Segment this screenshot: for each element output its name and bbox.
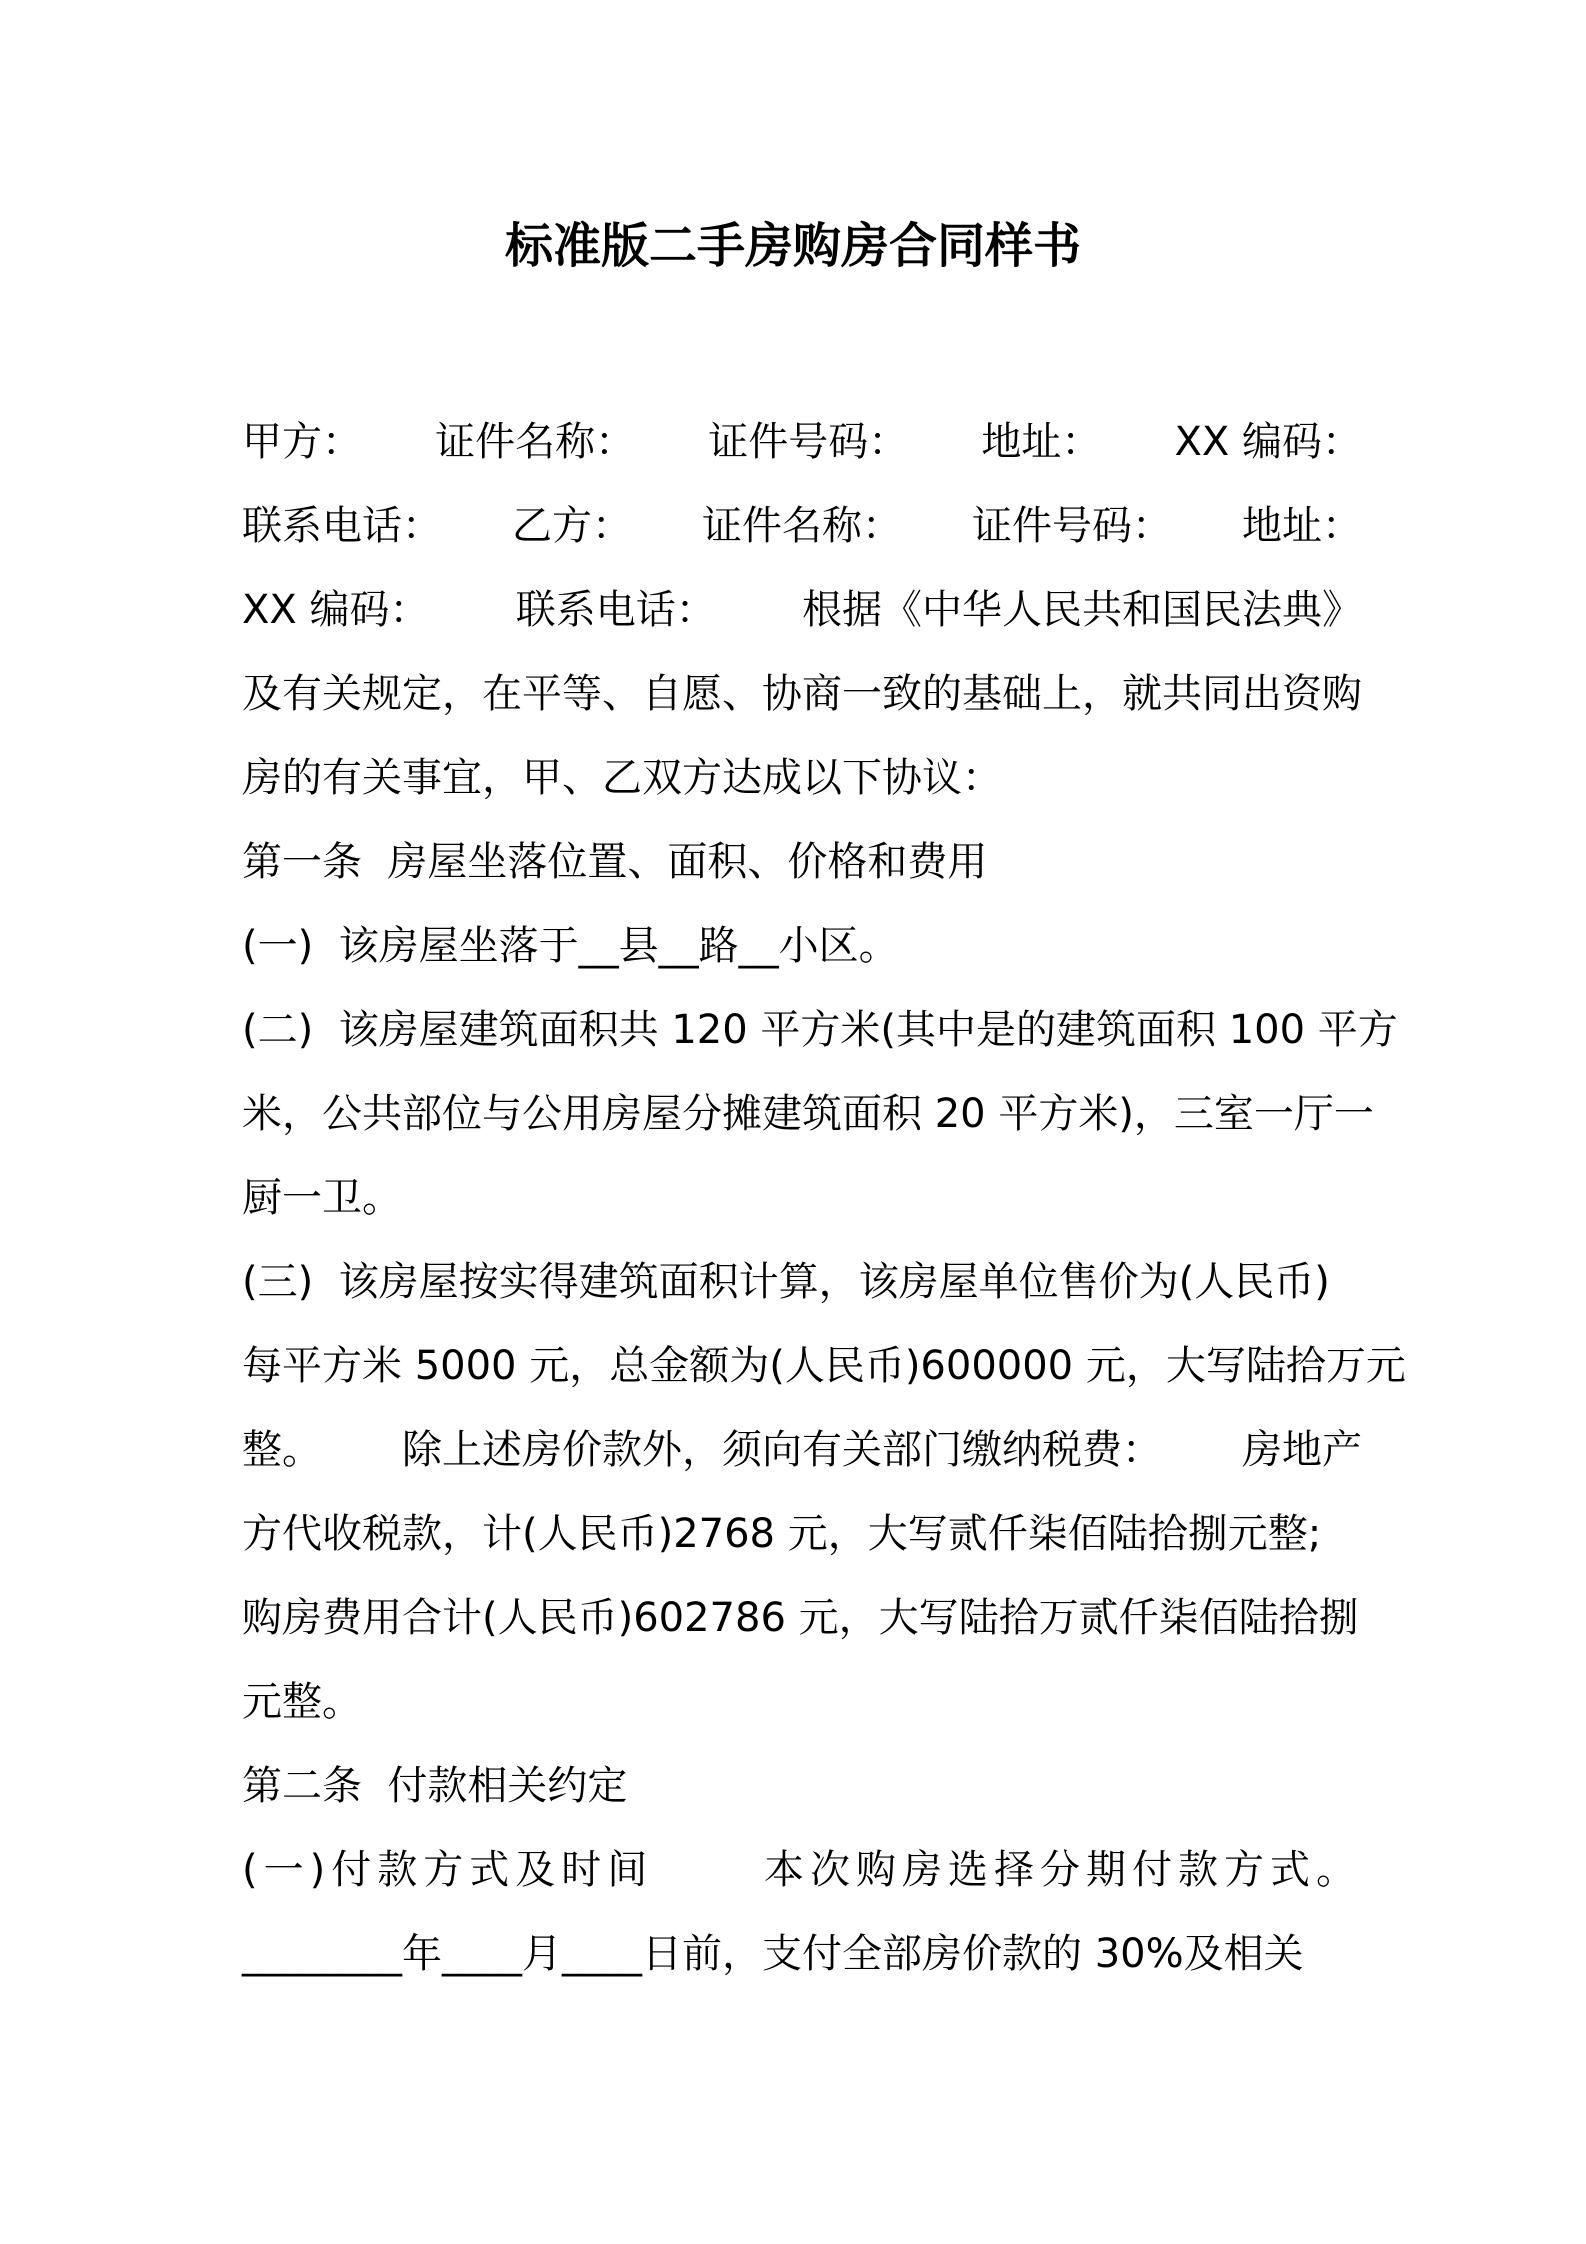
article-two-heading	[242, 1744, 1362, 1828]
party-a-label: 甲方：	[242, 419, 362, 465]
article-one-heading	[242, 820, 1362, 904]
clause-line	[242, 1660, 1362, 1744]
id-type-label: 证件名称：	[435, 419, 636, 465]
paragraph-text: 房的有关事宜，甲、乙双方达成以下协议：	[242, 755, 1002, 801]
postal-code-label: XX 编码：	[242, 587, 430, 633]
party-b-contact-line	[242, 568, 1362, 652]
clause-line	[242, 1240, 1362, 1324]
clause-line	[242, 1072, 1374, 1156]
id-type-label: 证件名称：	[702, 503, 902, 549]
phone-label: 联系电话：	[242, 503, 442, 549]
clause-text: 厨一卫。	[242, 1175, 402, 1221]
article-heading-text: 第二条 付款相关约定	[242, 1763, 628, 1809]
clause-text: (二) 该房屋建筑面积共 120 平方米(其中是的建筑面积 100 平方	[242, 1007, 1398, 1053]
party-a-info-line	[242, 400, 1362, 484]
clause-text: 房地产	[1242, 1427, 1362, 1473]
clause-text: 购房费用合计(人民币)602786 元，大写陆拾万贰仟柒佰陆拾捌	[242, 1595, 1359, 1641]
clause-line	[242, 904, 1362, 988]
clause-text: ________年____月____日前，支付全部房价款的 30%及相关	[242, 1931, 1304, 1977]
clause-text: 元整。	[242, 1679, 362, 1725]
legal-basis-text: 根据《中华人民共和国民法典》	[802, 587, 1362, 633]
postal-code-label: XX 编码：	[1174, 419, 1362, 465]
clause-line	[242, 1828, 1362, 1912]
paragraph-text: 及有关规定，在平等、自愿、协商一致的基础上，就共同出资购	[242, 671, 1362, 717]
paragraph-line	[242, 652, 1362, 736]
clause-text: 除上述房价款外，须向有关部门缴纳税费：	[402, 1427, 1162, 1473]
party-b-label: 乙方：	[512, 503, 632, 549]
clause-line	[242, 1576, 1362, 1660]
clause-line	[242, 1912, 1362, 1996]
clause-text: 米，公共部位与公用房屋分摊建筑面积 20 平方米)，三室一厅一	[242, 1091, 1374, 1137]
id-number-label: 证件号码：	[708, 419, 909, 465]
clause-text: 整。	[242, 1427, 322, 1473]
clause-line	[242, 1408, 1362, 1492]
address-label: 地址：	[1242, 503, 1362, 549]
clause-line	[242, 1156, 1362, 1240]
article-heading-text: 第一条 房屋坐落位置、面积、价格和费用	[242, 839, 988, 885]
id-number-label: 证件号码：	[972, 503, 1172, 549]
clause-line	[242, 988, 1398, 1072]
clause-line	[242, 1324, 1406, 1408]
document-title: 标准版二手房购房合同样书	[504, 218, 1081, 274]
document-body	[242, 400, 1406, 1996]
clause-text: 本次购房选择分期付款方式。	[764, 1847, 1362, 1893]
clause-line	[242, 1492, 1362, 1576]
paragraph-line	[242, 736, 1362, 820]
clause-text: (一)付款方式及时间	[242, 1847, 654, 1893]
clause-text: 方代收税款，计(人民币)2768 元，大写贰仟柒佰陆拾捌元整;	[242, 1511, 1322, 1557]
clause-text: (三) 该房屋按实得建筑面积计算，该房屋单位售价为(人民币)	[242, 1259, 1330, 1305]
party-b-info-line	[242, 484, 1362, 568]
phone-label: 联系电话：	[515, 587, 716, 633]
clause-text: 每平方米 5000 元，总金额为(人民币)600000 元，大写陆拾万元	[242, 1343, 1406, 1389]
address-label: 地址：	[981, 419, 1102, 465]
clause-text: (一) 该房屋坐落于__县__路__小区。	[242, 923, 899, 969]
